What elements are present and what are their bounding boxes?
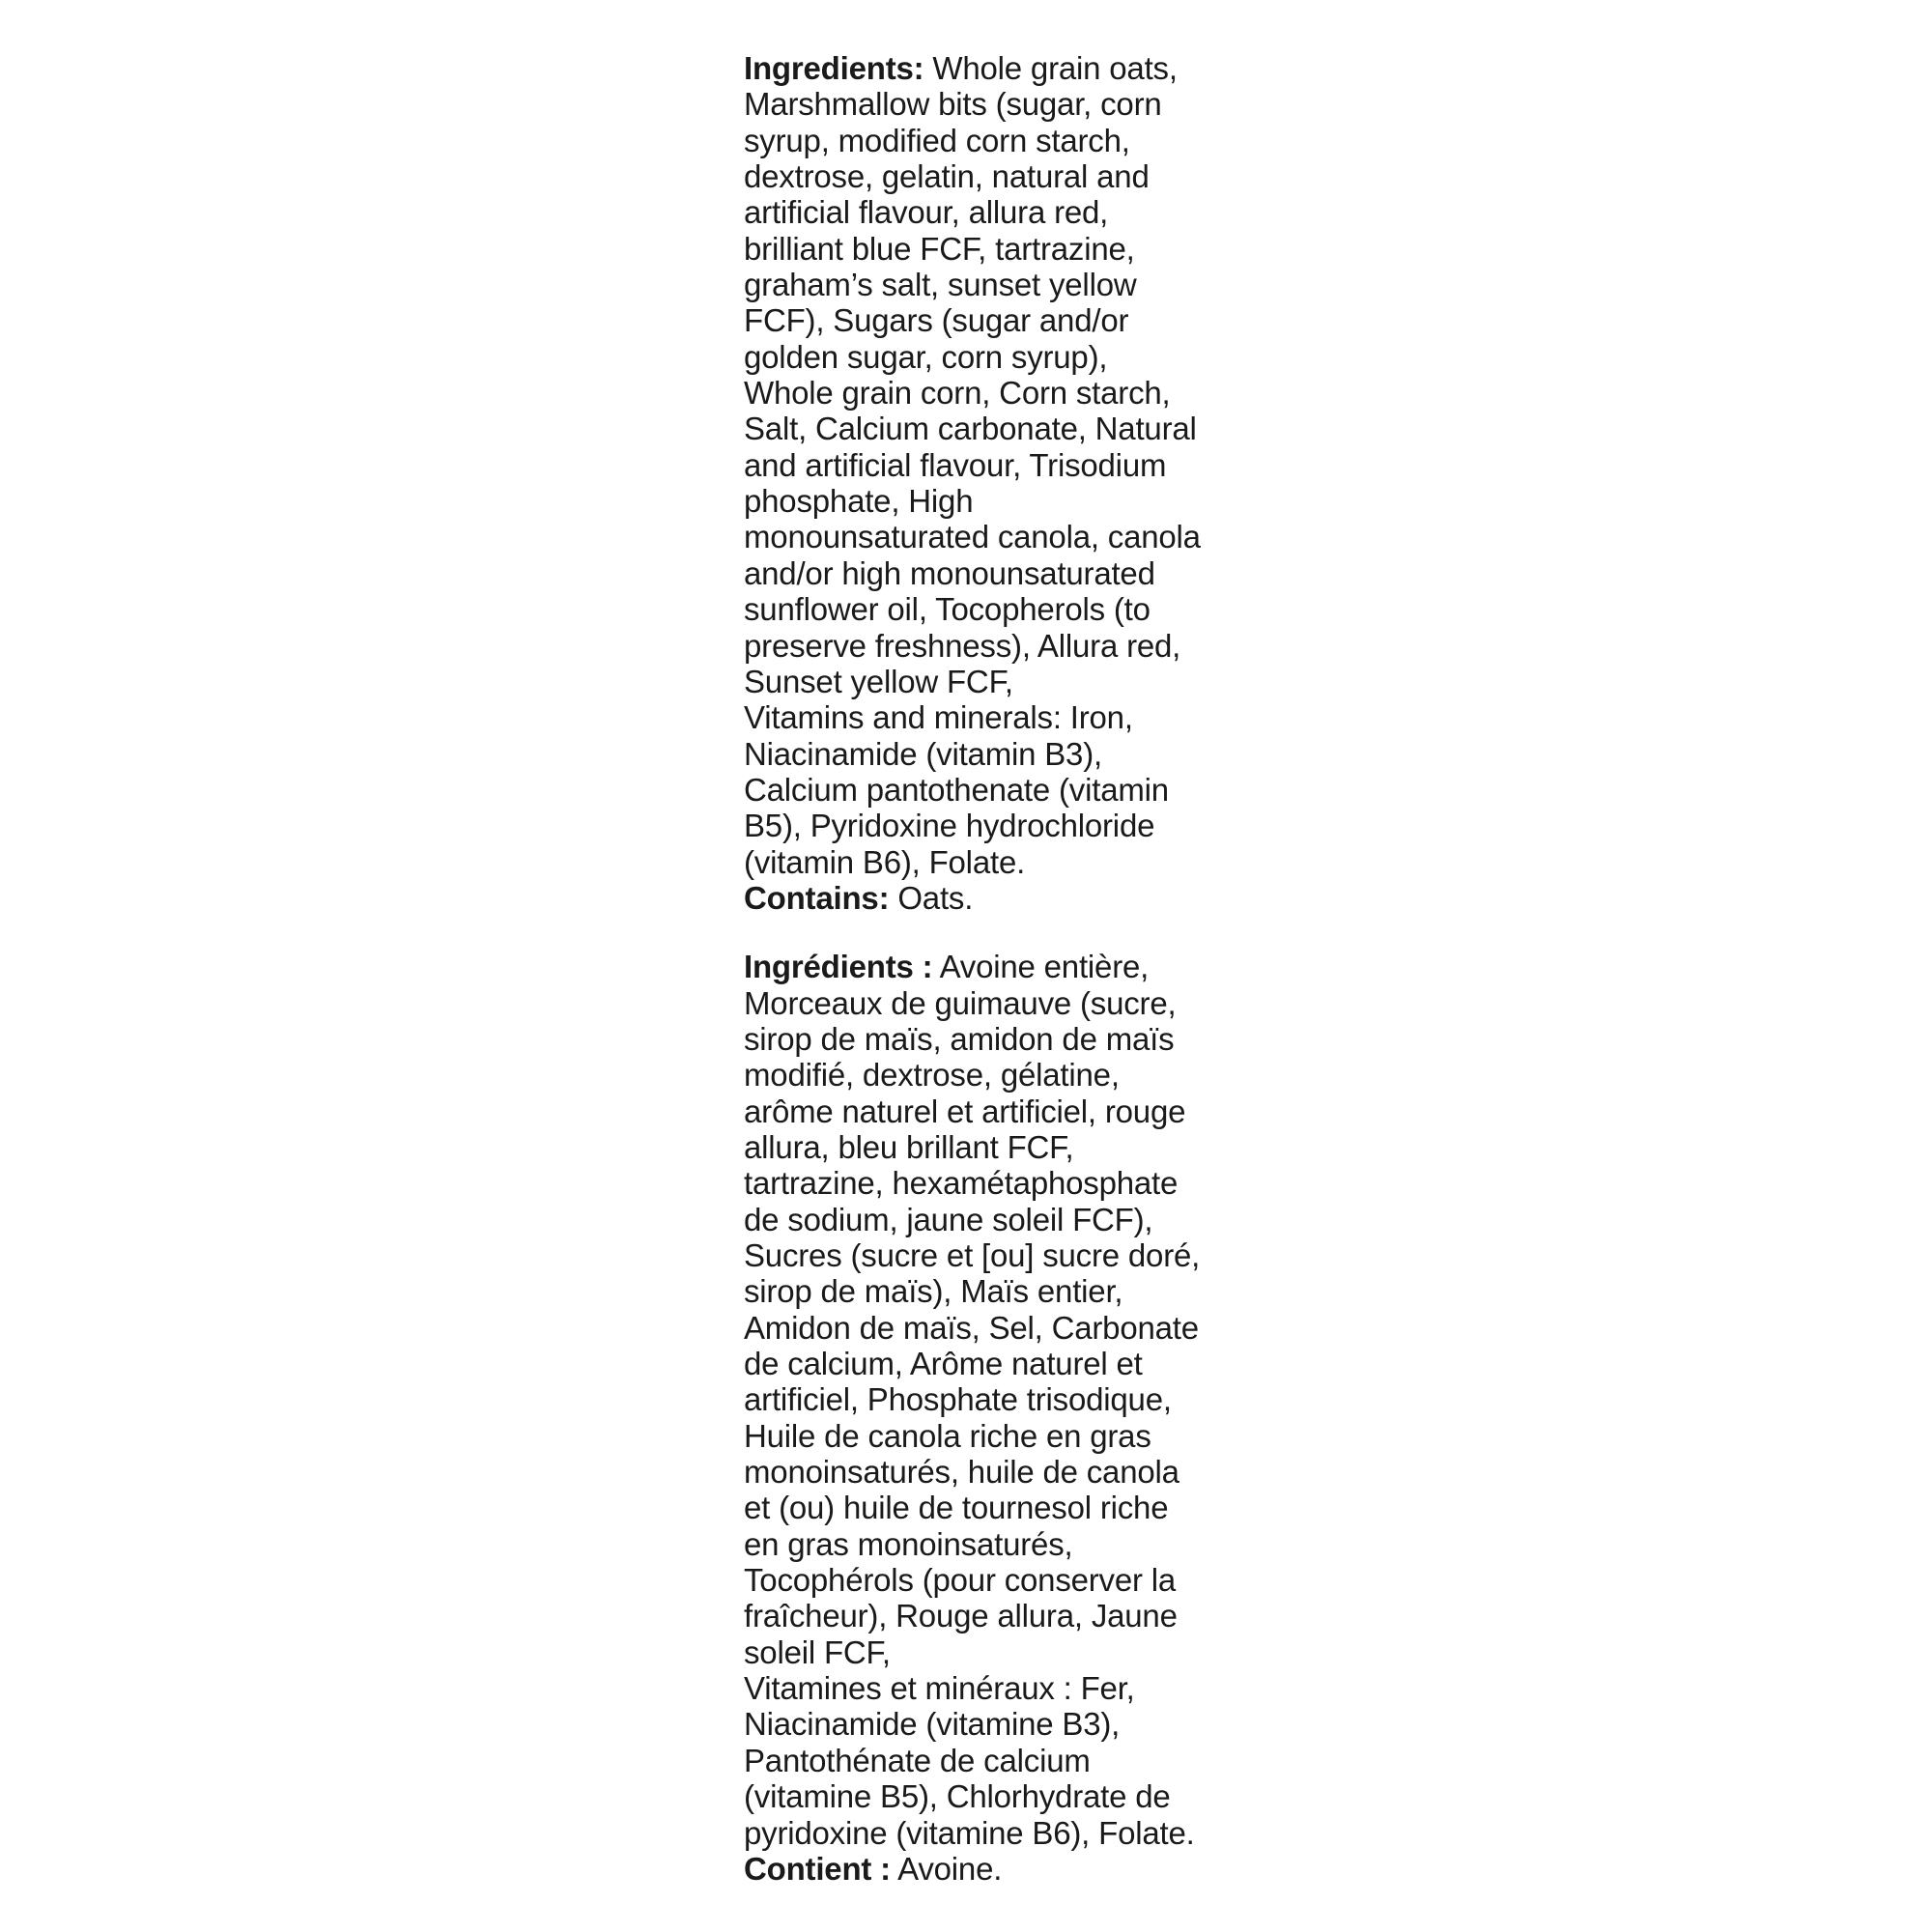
french-ingredient-line: allura, bleu brillant FCF,: [744, 1128, 1074, 1165]
french-ingredient-line: Vitamines et minéraux : Fer,: [744, 1670, 1135, 1707]
english-first-line: [744, 50, 1227, 86]
french-ingredient-line: en gras monoinsaturés,: [744, 1525, 1073, 1562]
french-ingredient-line: de calcium, Arôme naturel et: [744, 1346, 1143, 1382]
english-ingredient-line: graham’s salt, sunset yellow: [744, 267, 1137, 303]
english-contains-value: Oats.: [889, 879, 974, 916]
english-ingredient-line: Calcium pantothenate (vitamin: [744, 771, 1169, 808]
english-ingredients: [744, 50, 1227, 916]
french-ingredients-heading: Ingrédients :: [744, 949, 933, 985]
french-ingredient-line: soleil FCF,: [744, 1634, 891, 1670]
french-ingredient-lines: [744, 985, 1227, 1851]
english-first-line-text: Whole grain oats,: [923, 50, 1178, 86]
english-ingredients-heading: Ingredients:: [744, 50, 924, 86]
french-ingredient-line: Morceaux de guimauve (sucre,: [744, 984, 1177, 1021]
french-ingredient-line: Tocophérols (pour conserver la: [744, 1562, 1177, 1599]
english-ingredient-line: phosphate, High: [744, 483, 974, 520]
english-ingredient-line: artificial flavour, allura red,: [744, 194, 1109, 231]
french-ingredient-line: pyridoxine (vitamine B6), Folate.: [744, 1814, 1195, 1851]
english-contains-line: [744, 880, 1227, 916]
english-ingredient-line: Sunset yellow FCF,: [744, 663, 1013, 699]
english-ingredient-line: and artificial flavour, Trisodium: [744, 446, 1167, 483]
french-first-line: [744, 949, 1227, 984]
english-ingredient-line: Marshmallow bits (sugar, corn: [744, 86, 1162, 123]
english-ingredient-line: (vitamin B6), Folate.: [744, 843, 1026, 880]
french-ingredient-line: modifié, dextrose, gélatine,: [744, 1057, 1120, 1094]
french-ingredient-line: Pantothénate de calcium: [744, 1742, 1091, 1778]
french-ingredients: [744, 949, 1227, 1887]
french-ingredient-line: Sucres (sucre et [ou] sucre doré,: [744, 1237, 1201, 1273]
french-ingredient-line: monoinsaturés, huile de canola: [744, 1454, 1179, 1491]
french-ingredient-line: (vitamine B5), Chlorhydrate de: [744, 1778, 1171, 1815]
french-ingredient-line: arôme naturel et artificiel, rouge: [744, 1093, 1186, 1129]
english-ingredient-line: brilliant blue FCF, tartrazine,: [744, 230, 1135, 267]
french-contains-value: Avoine.: [890, 1850, 1003, 1887]
french-ingredient-line: fraîcheur), Rouge allura, Jaune: [744, 1598, 1178, 1634]
english-ingredient-line: preserve freshness), Allura red,: [744, 627, 1181, 664]
english-ingredient-line: dextrose, gelatin, natural and: [744, 158, 1150, 195]
french-ingredient-line: Niacinamide (vitamine B3),: [744, 1706, 1121, 1743]
english-ingredient-line: Whole grain corn, Corn starch,: [744, 375, 1171, 412]
english-ingredient-line: and/or high monounsaturated: [744, 554, 1155, 591]
english-ingredient-line: Salt, Calcium carbonate, Natural: [744, 411, 1197, 447]
english-ingredient-line: Vitamins and minerals: Iron,: [744, 699, 1133, 736]
english-ingredient-line: sunflower oil, Tocopherols (to: [744, 591, 1151, 628]
section-gap: [744, 916, 1227, 949]
french-ingredient-line: Amidon de maïs, Sel, Carbonate: [744, 1309, 1199, 1346]
french-ingredient-line: sirop de maïs, amidon de maïs: [744, 1020, 1175, 1057]
french-ingredient-line: sirop de maïs), Maïs entier,: [744, 1273, 1123, 1310]
english-ingredient-line: Niacinamide (vitamin B3),: [744, 735, 1102, 772]
french-contains-line: [744, 1851, 1227, 1887]
english-ingredient-line: golden sugar, corn syrup),: [744, 338, 1108, 375]
french-first-line-text: Avoine entière,: [932, 949, 1150, 985]
english-ingredient-line: monounsaturated canola, canola: [744, 519, 1201, 555]
french-ingredient-line: et (ou) huile de tournesol riche: [744, 1490, 1169, 1526]
english-ingredient-line: FCF), Sugars (sugar and/or: [744, 302, 1129, 339]
ingredients-panel: [744, 50, 1227, 1887]
french-ingredient-line: tartrazine, hexamétaphosphate: [744, 1165, 1179, 1202]
french-ingredient-line: de sodium, jaune soleil FCF),: [744, 1201, 1153, 1237]
english-contains-heading: Contains:: [744, 879, 890, 916]
french-contains-heading: Contient :: [744, 1850, 891, 1887]
english-ingredient-line: syrup, modified corn starch,: [744, 122, 1130, 158]
english-ingredient-lines: [744, 86, 1227, 880]
english-ingredient-line: B5), Pyridoxine hydrochloride: [744, 808, 1155, 844]
french-ingredient-line: artificiel, Phosphate trisodique,: [744, 1381, 1172, 1418]
french-ingredient-line: Huile de canola riche en gras: [744, 1417, 1151, 1454]
